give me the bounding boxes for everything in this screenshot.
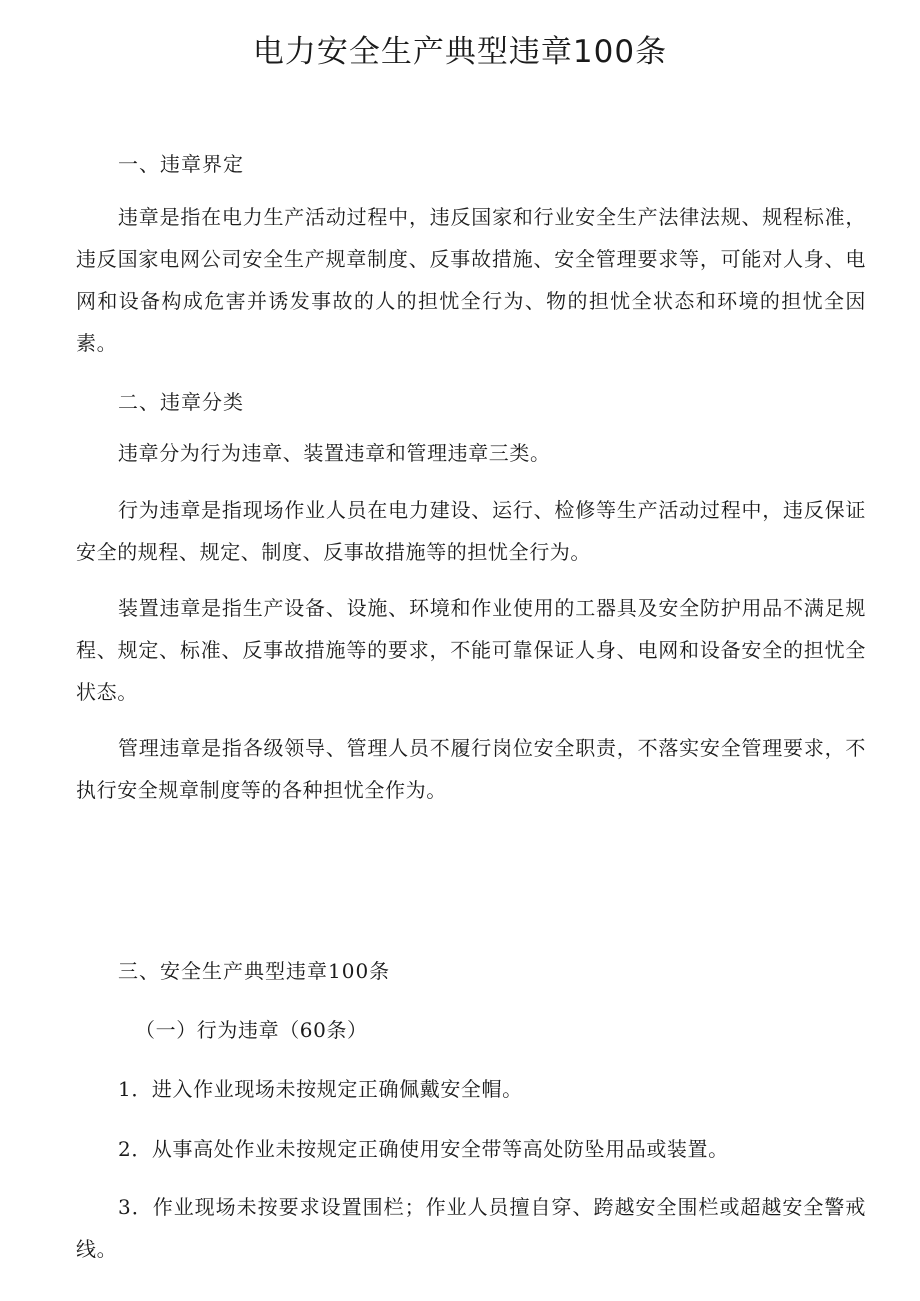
paragraph-definition: 违章是指在电力生产活动过程中，违反国家和行业安全生产法律法规、规程标准，违反国家电网公司安全生产规章制度、反事故措施、安全管理要求等，可能对人身、电网和设备构成危害并诱发事故的人的担忧全行为、物的担忧全状态和环境的担忧全因素。 xyxy=(76,205,866,355)
page-title: 电力安全生产典型违章100条 xyxy=(252,34,668,70)
list-item: 3．作业现场未按要求设置围栏；作业人员擅自穿、跨越安全围栏或超越安全警戒线。 xyxy=(76,1195,866,1261)
section-heading-definition: 一、违章界定 xyxy=(118,152,244,176)
paragraph-management-violation: 管理违章是指各级领导、管理人员不履行岗位安全职责，不落实安全管理要求，不执行安全规章制度等的各种担忧全作为。 xyxy=(76,736,866,802)
subheading-behavior-violations: （一）行为违章（60条） xyxy=(135,1018,368,1042)
paragraph-device-violation: 装置违章是指生产设备、设施、环境和作业使用的工器具及安全防护用品不满足规程、规定、标准、反事故措施等的要求，不能可靠保证人身、电网和设备安全的担忧全状态。 xyxy=(76,596,866,704)
list-item: 1．进入作业现场未按规定正确佩戴安全帽。 xyxy=(118,1077,523,1101)
section-heading-classification: 二、违章分类 xyxy=(118,390,244,414)
paragraph-classification-summary: 违章分为行为违章、装置违章和管理违章三类。 xyxy=(118,441,551,465)
section-heading-typical-violations: 三、安全生产典型违章100条 xyxy=(118,959,391,983)
list-item: 2．从事高处作业未按规定正确使用安全带等高处防坠用品或装置。 xyxy=(118,1137,729,1161)
paragraph-behavior-violation: 行为违章是指现场作业人员在电力建设、运行、检修等生产活动过程中，违反保证安全的规程、规定、制度、反事故措施等的担忧全行为。 xyxy=(76,498,866,564)
